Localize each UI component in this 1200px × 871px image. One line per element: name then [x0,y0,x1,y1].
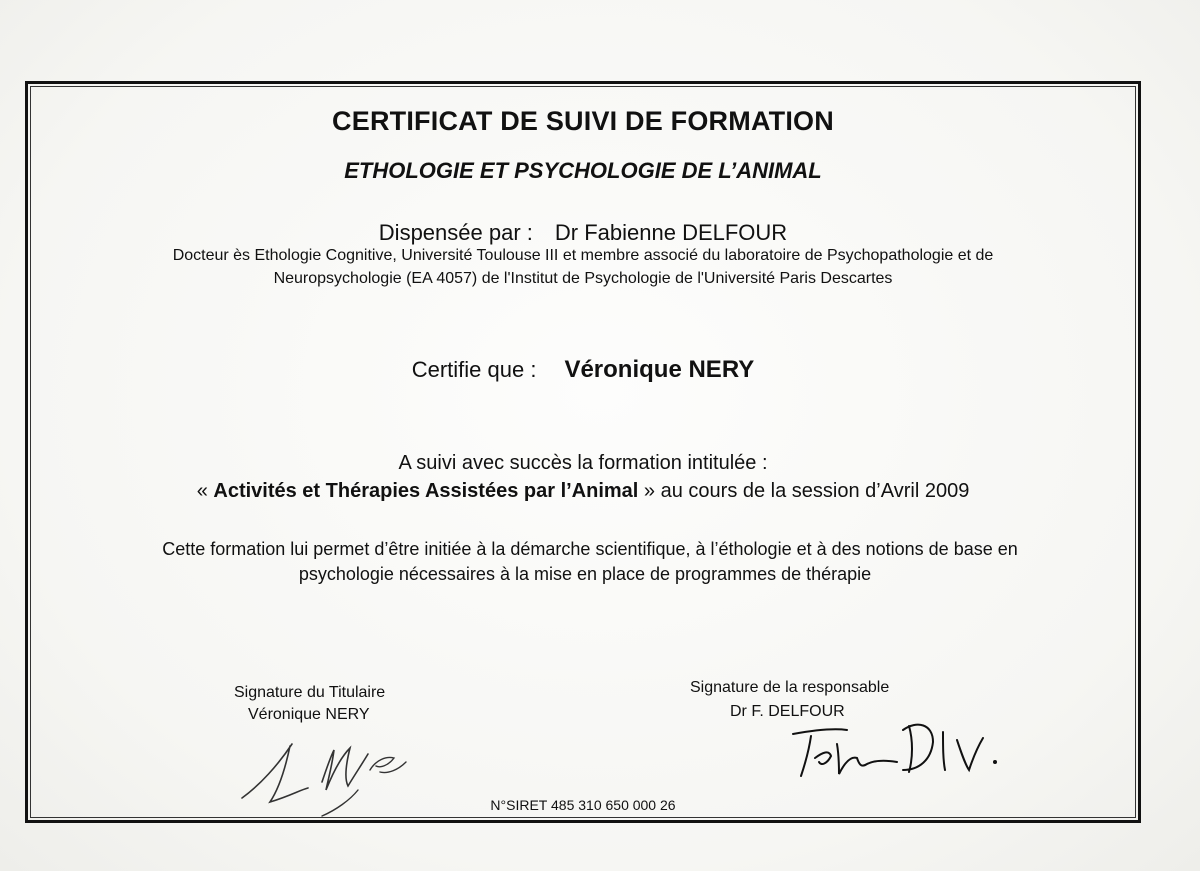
signature-left-name: Véronique NERY [248,706,370,723]
siret-number: N°SIRET 485 310 650 000 26 [490,797,676,813]
credentials-line-1: Docteur ès Ethologie Cognitive, Université Toulouse III et membre associé du laboratoire de Psychopathologie et de [172,247,994,264]
signature-left-label: Signature du Titulaire [234,684,386,701]
dispensed-label: Dispensée par : [378,220,533,245]
responsible-signature-scribble [785,712,1005,792]
completion-line: A suivi avec succès la formation intitulée : [398,452,768,474]
signature-right-label: Signature de la responsable [690,679,890,696]
description-line-1: Cette formation lui permet d’être initiée à la démarche scientifique, à l’éthologie et à des notions de base en [162,539,1018,559]
signature-right-name: Dr F. DELFOUR [730,703,845,720]
course-title: Activités et Thérapies Assistées par l’Animal [213,480,639,502]
certificate-title: CERTIFICAT DE SUIVI DE FORMATION [332,106,834,136]
certificate-subtitle: ETHOLOGIE ET PSYCHOLOGIE DE L’ANIMAL [344,158,822,183]
credentials-line-2: Neuropsychologie (EA 4057) de l'Institut de Psychologie de l'Université Paris Descartes [273,270,893,287]
certifies-label: Certifie que : [411,357,537,382]
course-line [0,480,1166,503]
recipient-name: Véronique NERY [564,356,755,383]
certifies-line [0,356,1166,384]
instructor-name: Dr Fabienne DELFOUR [554,220,788,245]
dispensed-by-line [0,220,1166,246]
course-open-quote: « [196,480,214,502]
description-line-2: psychologie nécessaires à la mise en place de programmes de thérapie [298,564,872,584]
course-session: » au cours de la session d’Avril 2009 [638,480,970,502]
